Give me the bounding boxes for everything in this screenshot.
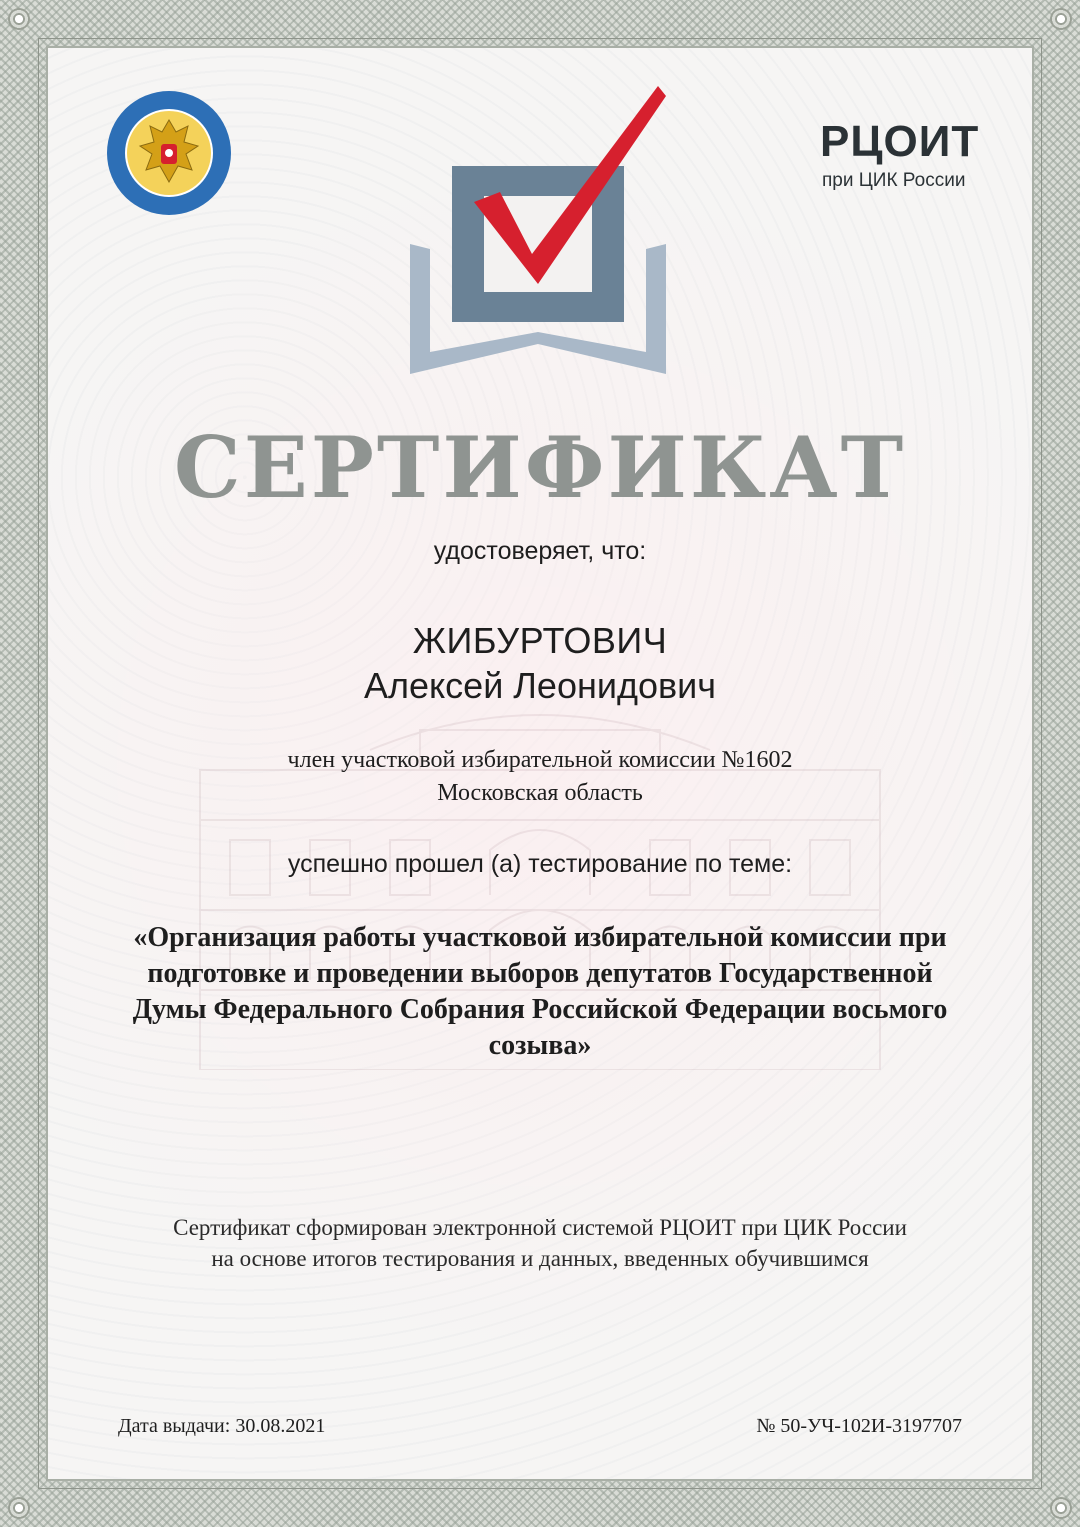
certificate-title: СЕРТИФИКАТ (173, 418, 907, 517)
corner-ornament-icon (8, 1497, 30, 1519)
corner-ornament-icon (1050, 1497, 1072, 1519)
recipient-given-names: Алексей Леонидович (363, 665, 716, 706)
rcoit-logo-subtitle: при ЦИК России (822, 170, 966, 191)
recipient-position: член участковой избирательной комиссии №1602 (287, 747, 793, 773)
recipient-region: Московская область (437, 780, 643, 806)
corner-ornament-icon (1050, 8, 1072, 30)
checkmark-logo-icon (408, 84, 668, 384)
generation-note-line: Сертификат сформирован электронной системой РЦОИТ при ЦИК России (173, 1215, 907, 1240)
rcoit-logo (820, 118, 990, 198)
certifies-text: удостоверяет, что: (433, 537, 647, 565)
corner-ornament-icon (8, 8, 30, 30)
generation-note-line: на основе итогов тестирования и данных, введенных обучившимся (211, 1246, 869, 1271)
issue-date: Дата выдачи: 30.08.2021 (118, 1415, 326, 1437)
generation-note (0, 1212, 1080, 1274)
certificate-number: № 50-УЧ-102И-3197707 (756, 1415, 962, 1437)
passed-text: успешно прошел (а) тестирование по теме: (287, 850, 793, 878)
rcoit-logo-name: РЦОИТ (820, 117, 980, 166)
course-topic: «Организация работы участковой избирательной комиссии при подготовке и проведении выборов депутатов Государственной Думы Федерального Собрания Российской Федерации восьмого созыва» (132, 922, 948, 1061)
eagle-emblem-icon (106, 90, 232, 216)
recipient-surname: ЖИБУРТОВИЧ (412, 620, 668, 661)
